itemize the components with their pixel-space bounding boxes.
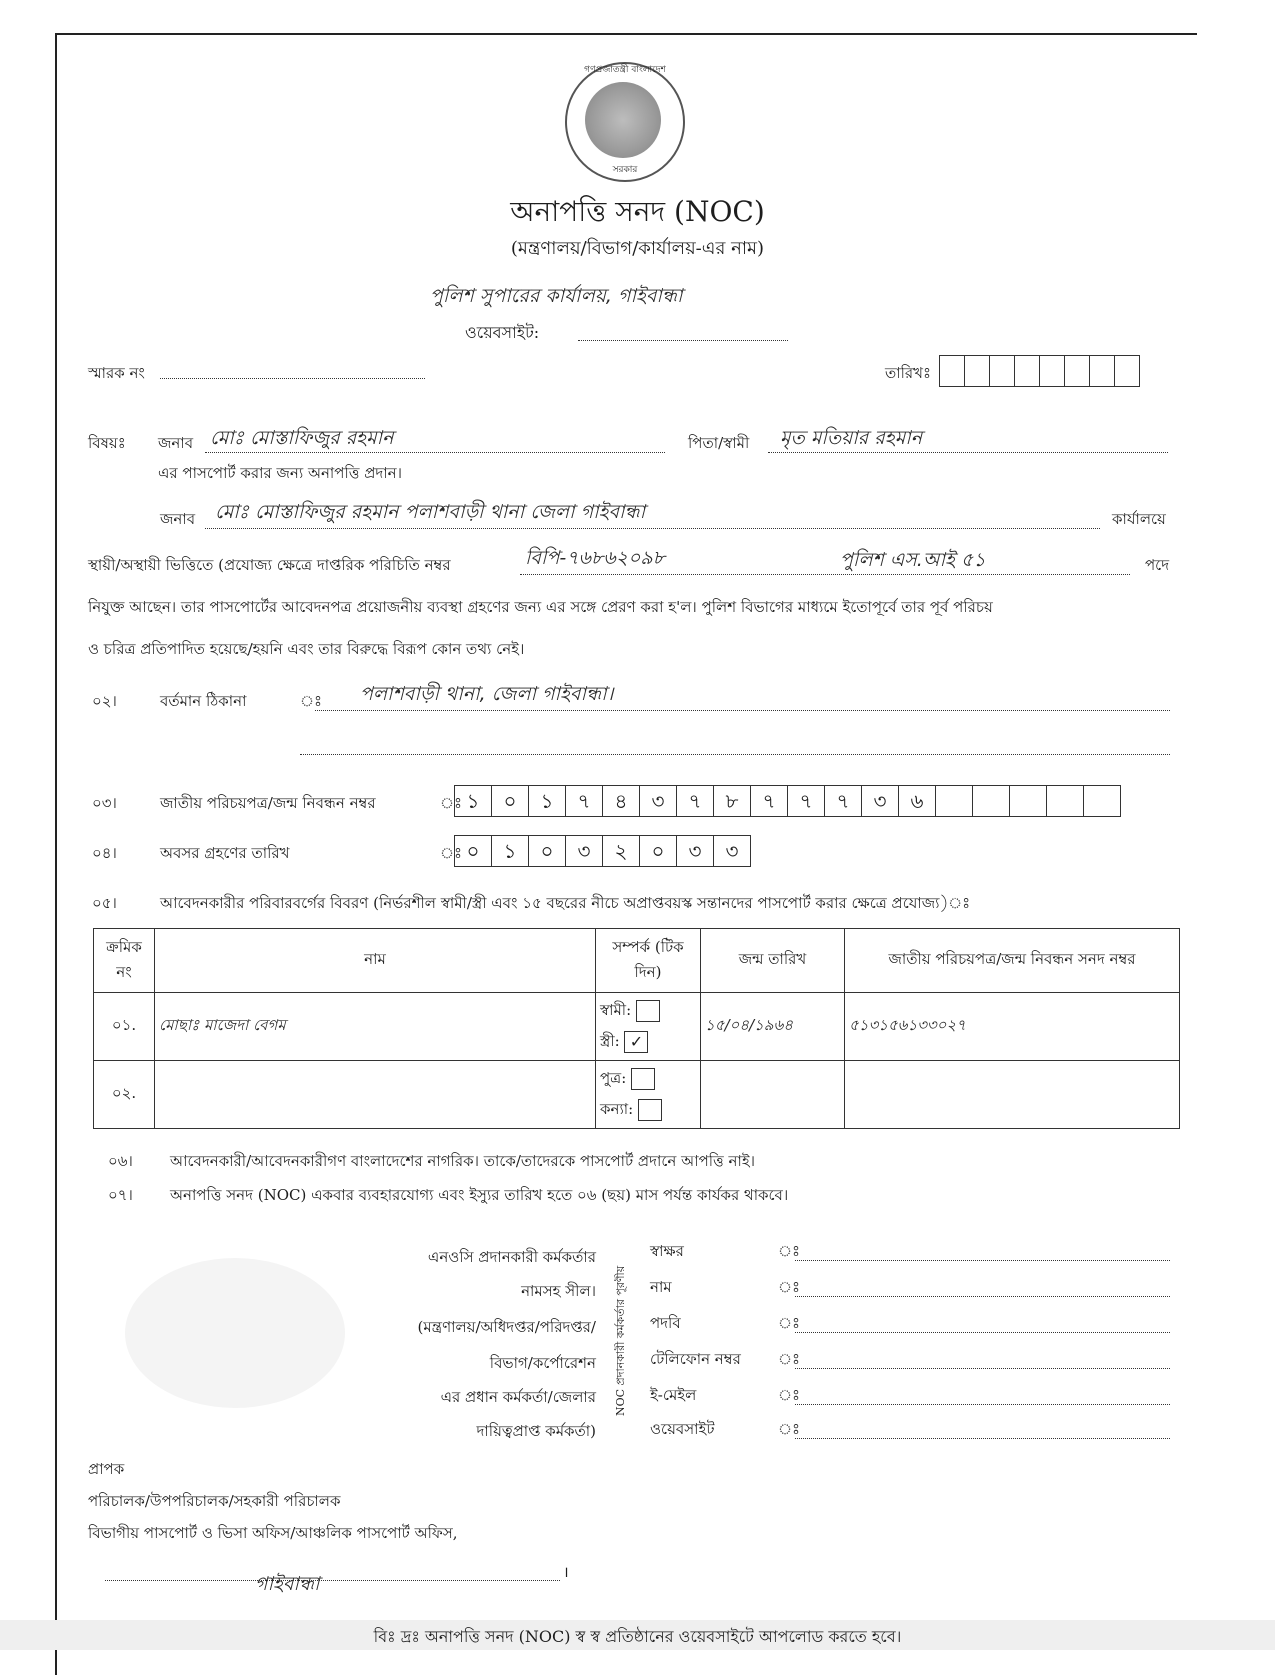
recipient-city-handwritten: গাইবান্ধা	[255, 1573, 320, 1595]
relation-option-b: স্ত্রী:	[600, 1031, 620, 1050]
retire-digit: ৩	[676, 835, 714, 867]
nid-digit: ৭	[787, 785, 825, 817]
address-field-line2[interactable]	[300, 736, 1170, 755]
row-relation	[596, 1061, 701, 1129]
retire-digit: ০	[454, 835, 492, 867]
body-mr-label: জনাব	[160, 510, 196, 528]
nid-digit: ৭	[676, 785, 714, 817]
nid-digit: ৪	[602, 785, 640, 817]
officer-line: এনওসি প্রদানকারী কর্মকর্তার	[427, 1248, 596, 1266]
item-02-number: ০২।	[92, 692, 117, 710]
relation-option-a: স্বামী:	[600, 1000, 632, 1019]
recipient-label: প্রাপক	[88, 1460, 125, 1478]
retire-digit: ২	[602, 835, 640, 867]
nid-boxes[interactable]	[455, 785, 1121, 817]
address-label: বর্তমান ঠিকানা	[160, 692, 247, 710]
nid-digit: ১	[454, 785, 492, 817]
page-title: অনাপত্তি সনদ (NOC)	[510, 195, 765, 228]
footer-note: বিঃ দ্রঃ অনাপত্তি সনদ (NOC) স্ব স্ব প্রতিষ্ঠানের ওয়েবসাইটে আপলোড করতে হবে।	[373, 1627, 902, 1646]
nid-digit	[935, 785, 973, 817]
field-colon: ঃ	[778, 1314, 801, 1332]
officer-website-field[interactable]	[795, 1420, 1170, 1439]
father-label: পিতা/স্বামী	[688, 434, 750, 452]
col-relation: সম্পর্ক (টিক দিন)	[596, 929, 701, 993]
officer-line: এর প্রধান কর্মকর্তা/জেলার	[440, 1388, 596, 1406]
seal-emblem	[585, 82, 661, 158]
office-suffix: কার্যালয়ে	[1112, 510, 1166, 528]
officer-line: (মন্ত্রণালয়/অধিদপ্তর/পরিদপ্তর/	[417, 1318, 596, 1336]
family-label: আবেদনকারীর পরিবারবর্গের বিবরণ (নির্ভরশীল স্বামী/স্ত্রী এবং ১৫ বছরের নীচে অপ্রাপ্তবয়স্ক সন্তানদের পাসপোর্ট করার ক্ষেত্রে প্রযোজ্য)ঃ	[160, 894, 971, 912]
nid-digit: ৭	[750, 785, 788, 817]
relation-checkbox-b[interactable]: ✓	[624, 1031, 648, 1053]
website-field[interactable]	[578, 322, 788, 341]
subject-name-handwritten: মোঃ মোস্তাফিজুর রহমান	[210, 427, 394, 449]
seal-bottom-text: সরকার	[612, 165, 638, 175]
recipient-end: ।	[563, 1563, 569, 1581]
row-nid[interactable]	[845, 1061, 1180, 1129]
nid-digit	[972, 785, 1010, 817]
permanent-prefix: স্থায়ী/অস্থায়ী ভিত্তিতে (প্রযোজ্য ক্ষেত্রে দাপ্তরিক পরিচিতি নম্বর	[88, 556, 451, 574]
post-handwritten: পুলিশ এস.আই ৫১	[840, 549, 986, 571]
recipient-line2: বিভাগীয় পাসপোর্ট ও ভিসা অফিস/আঞ্চলিক পাসপোর্ট অফিস,	[88, 1524, 458, 1542]
post-suffix: পদে	[1145, 556, 1170, 574]
nid-digit: ১	[528, 785, 566, 817]
item-04-number: ০৪।	[92, 844, 117, 862]
date-label: তারিখঃ	[885, 364, 931, 382]
body-line3: নিযুক্ত আছেন। তার পাসপোর্টের আবেদনপত্র প্রয়োজনীয় ব্যবস্থা গ্রহণের জন্য এর সঙ্গে প্রেরণ করা হ'ল। পুলিশ বিভাগের মাধ্যমে ইতোপূর্বে তার পূর্ব পরিচয়	[88, 598, 993, 616]
employee-handwritten: মোঃ মোস্তাফিজুর রহমান পলাশবাড়ী থানা জেলা গাইবান্ধা	[215, 501, 646, 523]
nid-digit: ৩	[639, 785, 677, 817]
retire-digit: ৩	[713, 835, 751, 867]
nid-digit: ৬	[898, 785, 936, 817]
row-serial: ০২.	[94, 1061, 155, 1129]
officer-name-field[interactable]	[795, 1278, 1170, 1297]
clause-07: অনাপত্তি সনদ (NOC) একবার ব্যবহারযোগ্য এবং ইস্যুর তারিখ হতে ০৬ (ছয়) মাস পর্যন্ত কার্যকর থাকবে।	[170, 1186, 789, 1204]
col-nid: জাতীয় পরিচয়পত্র/জন্ম নিবন্ধন সনদ নম্বর	[845, 929, 1180, 993]
page-subtitle: (মন্ত্রণালয়/বিভাগ/কার্যালয়-এর নাম)	[510, 238, 765, 259]
address-handwritten: পলাশবাড়ী থানা, জেলা গাইবান্ধা।	[360, 683, 614, 705]
designation-field[interactable]	[795, 1314, 1170, 1333]
father-name-handwritten: মৃত মতিয়ার রহমান	[780, 427, 923, 449]
item-05-number: ০৫।	[92, 894, 117, 912]
nid-digit: ০	[491, 785, 529, 817]
officer-line: নামসহ সীল।	[521, 1282, 596, 1300]
retire-date-boxes[interactable]	[455, 835, 751, 867]
nid-digit: ৭	[824, 785, 862, 817]
retire-label: অবসর গ্রহণের তারিখ	[160, 844, 290, 862]
row-relation	[596, 993, 701, 1061]
nid-colon: ঃ	[440, 794, 463, 812]
email-field[interactable]	[795, 1386, 1170, 1405]
field-name-label: নাম	[650, 1278, 672, 1296]
officer-line: দায়িত্বপ্রাপ্ত কর্মকর্তা)	[476, 1422, 596, 1440]
website-label: ওয়েবসাইট:	[465, 323, 540, 342]
field-designation-label: পদবি	[650, 1314, 681, 1332]
relation-option-b: কন্যা:	[600, 1099, 634, 1118]
retire-digit: ১	[491, 835, 529, 867]
relation-checkbox-a[interactable]	[636, 1000, 660, 1022]
seal-top-text: গণপ্রজাতন্ত্রী বাংলাদেশ	[584, 65, 666, 75]
row-serial: ০১.	[94, 993, 155, 1061]
clause-06: আবেদনকারী/আবেদনকারীগণ বাংলাদেশের নাগরিক। তাকে/তাদেরকে পাসপোর্ট প্রদানে আপত্তি নাই।	[170, 1152, 756, 1170]
row-dob[interactable]	[701, 1061, 845, 1129]
government-seal-icon	[565, 62, 685, 182]
retire-digit: ০	[639, 835, 677, 867]
nid-digit	[1009, 785, 1047, 817]
row-name[interactable]: মোছাঃ মাজেদা বেগম	[155, 993, 596, 1061]
recipient-city-field[interactable]	[105, 1562, 560, 1581]
nid-digit: ৭	[565, 785, 603, 817]
field-colon: ঃ	[778, 1278, 801, 1296]
nid-digit	[1083, 785, 1121, 817]
col-name: নাম	[155, 929, 596, 993]
table-row	[94, 993, 1180, 1061]
nid-digit: ৮	[713, 785, 751, 817]
field-colon: ঃ	[778, 1350, 801, 1368]
body-line4: ও চরিত্র প্রতিপাদিত হয়েছে/হয়নি এবং তার বিরুদ্ধে বিরূপ কোন তথ্য নেই।	[88, 640, 525, 658]
nid-label: জাতীয় পরিচয়পত্র/জন্ম নিবন্ধন নম্বর	[160, 794, 376, 812]
phone-field[interactable]	[795, 1350, 1170, 1369]
field-website-label: ওয়েবসাইট	[650, 1420, 715, 1438]
retire-digit: ০	[528, 835, 566, 867]
official-id-handwritten: বিপি-৭৬৮৬২০৯৮	[525, 547, 665, 569]
subject-line2: এর পাসপোর্ট করার জন্য অনাপত্তি প্রদান।	[158, 464, 402, 482]
retire-colon: ঃ	[440, 844, 463, 862]
memo-label: স্মারক নং	[88, 364, 145, 382]
field-email-label: ই-মেইল	[650, 1386, 697, 1404]
item-07-number: ০৭।	[108, 1186, 133, 1204]
field-signature-label: স্বাক্ষর	[650, 1242, 684, 1260]
field-colon: ঃ	[778, 1420, 801, 1438]
field-phone-label: টেলিফোন নম্বর	[650, 1350, 741, 1368]
relation-checkbox-a[interactable]	[631, 1068, 655, 1090]
signature-field[interactable]	[795, 1242, 1170, 1261]
nid-digit: ৩	[861, 785, 899, 817]
item-06-number: ০৬।	[108, 1152, 133, 1170]
relation-option-a: পুত্র:	[600, 1068, 627, 1087]
officer-line: বিভাগ/কর্পোরেশন	[489, 1354, 596, 1372]
address-colon: ঃ	[300, 692, 323, 710]
retire-digit: ৩	[565, 835, 603, 867]
item-03-number: ০৩।	[92, 794, 117, 812]
row-name[interactable]	[155, 1061, 596, 1129]
field-colon: ঃ	[778, 1386, 801, 1404]
subject-label: বিষয়ঃ	[88, 434, 126, 452]
field-colon: ঃ	[778, 1242, 801, 1260]
nid-digit	[1046, 785, 1084, 817]
recipient-line1: পরিচালক/উপপরিচালক/সহকারী পরিচালক	[88, 1492, 341, 1510]
row-nid[interactable]: ৫১৩১৫৬১৩৩০২৭	[845, 993, 1180, 1061]
officer-vertical-label: NOC প্রদানকারী কর্মকর্তার পূরণীয়	[614, 1265, 627, 1417]
row-dob[interactable]: ১৫/০৪/১৯৬৪	[701, 993, 845, 1061]
col-serial: ক্রমিক নং	[94, 929, 155, 993]
subject-mr-label: জনাব	[158, 434, 194, 452]
date-boxes[interactable]	[940, 355, 1140, 387]
col-dob: জন্ম তারিখ	[701, 929, 845, 993]
office-name-handwritten: পুলিশ সুপারের কার্যালয়, গাইবান্ধা	[430, 285, 683, 307]
table-row	[94, 1061, 1180, 1129]
memo-field[interactable]	[160, 360, 425, 379]
relation-checkbox-b[interactable]	[638, 1099, 662, 1121]
family-table	[93, 928, 1180, 1129]
